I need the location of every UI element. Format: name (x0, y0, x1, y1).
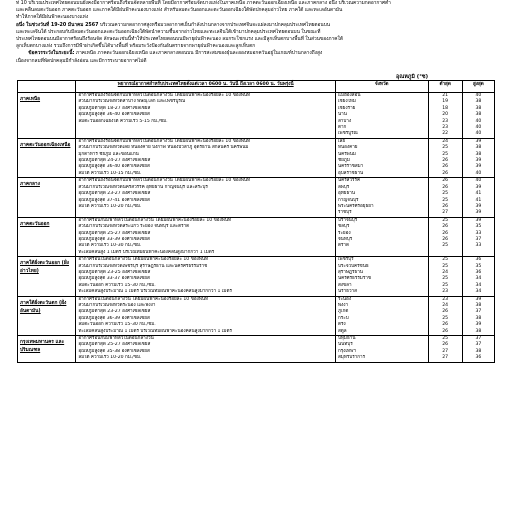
low-temperature: 24 (442, 303, 449, 308)
province-name: เพชรบูรณ์ (337, 131, 358, 137)
low-temperature: 25 (442, 197, 449, 203)
advice-text: ภาคเหนือ ภาคตะวันออกเฉียงเหนือ และภาคกลางตอนบน มีการสะสมของฝุ่นละอองหมอกควันอยู่ในเกณฑ์ปานกลางถึงสูง (74, 51, 323, 57)
low-temperature: 26 (442, 342, 449, 348)
high-temperature: 39 (475, 164, 482, 170)
high-temperature: 36 (475, 257, 482, 263)
province-name: นครสวรรค์ (337, 178, 361, 184)
forecast-detail-line: อากาศร้อนกับมีฟ้าหลัวในตอนกลางวัน (78, 336, 154, 342)
province-list (335, 138, 428, 177)
low-temperature: 26 (442, 230, 449, 236)
low-temperature: 26 (442, 170, 449, 176)
province-name: ตราด (337, 243, 349, 249)
high-temperature: 37 (475, 336, 482, 342)
forecast-detail-line: ลมตะวันออกเฉียงใต้ ความเร็ว 5-15 กม./ชม. (78, 118, 168, 124)
low-temperature: 25 (442, 263, 449, 269)
forecast-detail-line: ลมตะวันออก ความเร็ว 15-30 กม./ชม. (78, 322, 156, 328)
forecast-detail-line: ส่วนมากบริเวณจังหวัดระนอง และพังงา (78, 303, 156, 308)
high-temperature: 41 (475, 197, 482, 203)
high-temperature: 36 (475, 269, 482, 275)
region-forecast-detail (76, 217, 336, 256)
province-name: กาญจนบุรี (337, 197, 359, 203)
forecast-table (17, 80, 495, 363)
low-temperature: 26 (442, 224, 449, 230)
province-name: น่าน (337, 112, 347, 118)
high-temperature: 35 (475, 224, 482, 230)
province-name: นครศรีธรรมราช (337, 276, 371, 282)
forecast-detail-line: อุณหภูมิต่ำสุด 25-27 องศาเซลเซียส (78, 230, 151, 236)
forecast-detail-line: อากาศร้อนกับมีฟ้าหลัวในตอนกลางวัน โดยมีฝนฟ้าคะนองร้อยละ 10 ของพื้นที่ (78, 217, 232, 223)
province-list (335, 217, 428, 256)
advice-label: ข้อควรระวังในระยะนี้: (28, 51, 75, 57)
high-temperature: 38 (475, 151, 482, 157)
table-row (18, 217, 495, 256)
region-name: ภาคตะวันออก (18, 217, 76, 256)
forecast-detail-line: อากาศร้อนถึงร้อนจัดกับมีฟ้าหลัวในตอนกลางวัน โดยมีฝนฟ้าคะนองร้อยละ 10 ของพื้นที่ (78, 93, 251, 98)
high-temperature: 37 (475, 236, 482, 242)
province-name: กระบี่ (337, 315, 349, 321)
province-name: ตาก (337, 125, 347, 131)
forecast-detail-line: ทะเลมีคลื่นสูงประมาณ 1 เมตร บริเวณที่มีฝนฟ้าคะนองคลื่นสูงมากกว่า 1 เมตร (78, 328, 232, 334)
high-temperature-list (462, 138, 494, 177)
province-name: ลำปาง (337, 118, 352, 124)
high-temperature-list (462, 296, 494, 335)
high-temperature: 38 (475, 145, 482, 151)
table-row (18, 296, 495, 335)
high-temperature: 40 (475, 125, 482, 131)
forecast-detail-line: อุณหภูมิต่ำสุด 25-27 องศาเซลเซียส (78, 342, 151, 348)
province-list (335, 257, 428, 296)
header-detail: พยากรณ์อากาศสำหรับประเทศไทยตั้งแต่เวลา 0600 น. วันนี้ ถึงเวลา 0600 น. วันพรุ่งนี้ (76, 81, 336, 93)
province-name: ปราจีนบุรี (337, 217, 358, 223)
forecast-detail-line: อากาศร้อนถึงร้อนจัดกับมีฟ้าหลัวในตอนกลางวัน โดยมีฝนฟ้าคะนองร้อยละ 10 ของพื้นที่ (78, 138, 251, 144)
low-temperature: 25 (442, 191, 449, 197)
intro-section (16, 0, 502, 65)
forecast-detail-line: อุณหภูมิต่ำสุด 23-27 องศาเซลเซียส (78, 191, 151, 197)
province-name: หนองคาย (337, 145, 358, 151)
low-temperature: 26 (442, 309, 449, 315)
high-temperature: 37 (475, 309, 482, 315)
high-temperature: 41 (475, 191, 482, 197)
province-name: เพชรบุรี (337, 257, 354, 263)
high-temperature-list (462, 257, 494, 296)
high-temperature-list (462, 336, 494, 363)
forecast-detail-line: อุณหภูมิต่ำสุด 24-27 องศาเซลเซียส (78, 158, 151, 164)
low-temperature: 23 (442, 125, 449, 131)
province-name: สตูล (337, 328, 347, 334)
low-temperature: 19 (442, 99, 449, 105)
high-temperature: 33 (475, 243, 482, 249)
low-temperature: 27 (442, 210, 449, 216)
advice-paragraph (16, 50, 502, 57)
region-name: ภาคใต้ฝั่งตะวันตก (ฝั่งอันดามัน) (18, 296, 76, 335)
low-temperature: 24 (442, 269, 449, 275)
forecast-detail-line: อุณหภูมิต่ำสุด 23-27 องศาเซลเซียส (78, 309, 151, 315)
forecast-detail-line: ส่วนมากบริเวณจังหวัดเลย หนองคาย บึงกาฬ หนองบัวลำภู อุดรธานี สกลนคร นครพนม (78, 145, 249, 151)
province-name: อุทัยธานี (337, 191, 355, 197)
high-temperature: 38 (475, 303, 482, 308)
province-list (335, 178, 428, 217)
province-list (335, 93, 428, 139)
region-forecast-detail (76, 257, 336, 296)
table-row (18, 336, 495, 363)
low-temperature: 25 (442, 243, 449, 249)
header-province: จังหวัด (335, 81, 428, 93)
header-low: ต่ำสุด (428, 81, 462, 93)
high-temperature: 39 (475, 158, 482, 164)
high-temperature: 40 (475, 170, 482, 176)
low-temperature: 27 (442, 348, 449, 354)
forecast-detail-line: อากาศร้อนถึงร้อนจัดกับมีฟ้าหลัวในตอนกลางวัน โดยมีฝนฟ้าคะนองร้อยละ 10 ของพื้นที่ (78, 178, 251, 184)
low-temperature: 25 (442, 315, 449, 321)
province-name: ปทุมธานี (337, 336, 356, 342)
province-name: ราชบุรี (337, 210, 352, 216)
forecast-detail-line: อุณหภูมิสูงสุด 36-40 องศาเซลเซียส (78, 164, 150, 170)
region-forecast-detail (76, 336, 336, 363)
low-temperature: 23 (442, 118, 449, 124)
province-name: แม่ฮ่องสอน (337, 93, 361, 98)
low-temperature: 25 (442, 145, 449, 151)
forecast-detail-line: ทะเลมีคลื่นสูง 1 เมตร บริเวณที่มีฝนฟ้าคะนองคลื่นสูงมากกว่า 1 เมตร (78, 249, 215, 255)
low-temperature: 24 (442, 138, 449, 144)
forecast-line-2: และทะเลจีนใต้ ประกอบกับมีลมตะวันออกและตะวันออกเฉียงใต้พัดนำความชื้นจากอ่าวไทยและทะเลจีนใต้เข้ามาปกคลุมประเทศไทยตอนบน ในขณะที่ (16, 29, 321, 35)
forecast-detail-line: อุณหภูมิสูงสุด 36-40 องศาเซลเซียส (78, 112, 150, 118)
high-temperature: 40 (475, 93, 482, 98)
province-name: เลย (337, 138, 346, 144)
high-temperature-list (462, 217, 494, 256)
province-name: นนทบุรี (337, 342, 353, 348)
province-name: นครราชสีมา (337, 164, 364, 170)
forecast-detail-line: ลมตะวันออก ความเร็ว 15-30 กม./ชม. (78, 282, 156, 288)
province-name: ชลบุรี (337, 224, 350, 230)
high-temperature: 40 (475, 118, 482, 124)
forecast-paragraph (16, 22, 502, 29)
high-temperature: 40 (475, 131, 482, 137)
high-temperature: 38 (475, 105, 482, 111)
table-row (18, 93, 495, 139)
table-row (18, 178, 495, 217)
high-temperature: 39 (475, 138, 482, 144)
region-name: ภาคเหนือ (18, 93, 76, 139)
forecast-detail-line: ส่วนมากบริเวณจังหวัดลำปาง พิษณุโลก และเพชรบูรณ์ (78, 99, 186, 105)
province-name: เชียงใหม่ (337, 99, 356, 105)
province-name: เชียงราย (337, 105, 356, 111)
region-forecast-detail (76, 178, 336, 217)
low-temperature: 26 (442, 328, 449, 334)
forecast-detail-line: อุณหภูมิสูงสุด 33-37 องศาเซลเซียส (78, 276, 150, 282)
low-temperature-list (428, 138, 462, 177)
forecast-detail-line: อุณหภูมิต่ำสุด 18-27 องศาเซลเซียส (78, 105, 151, 111)
forecast-detail-line: ส่วนมากบริเวณจังหวัดนครสวรรค์ อุทัยธานี กาญจนบุรี และสระบุรี (78, 184, 208, 190)
low-temperature: 23 (442, 296, 449, 302)
header-region (18, 81, 76, 93)
region-name: ภาคกลาง (18, 178, 76, 217)
forecast-detail-line: อากาศร้อนในตอนกลางวัน โดยมีฝนฟ้าคะนองร้อยละ 10 ของพื้นที่ (78, 296, 209, 302)
high-temperature: 39 (475, 296, 482, 302)
province-name: สงขลา (337, 282, 352, 288)
table-row (18, 257, 495, 296)
province-name: พังงา (337, 303, 349, 308)
low-temperature: 25 (442, 336, 449, 342)
low-temperature: 25 (442, 151, 449, 157)
low-temperature: 18 (442, 105, 449, 111)
low-temperature: 25 (442, 257, 449, 263)
high-temperature: 38 (475, 348, 482, 354)
region-name: ภาคตะวันออกเฉียงเหนือ (18, 138, 76, 177)
forecast-detail-line: ทะเลมีคลื่นสูงประมาณ 1 เมตร บริเวณที่มีฝนฟ้าคะนองคลื่นสูงมากกว่า 1 เมตร (78, 289, 232, 295)
province-name: จันทบุรี (337, 236, 353, 242)
forecast-detail-line: ส่วนมากบริเวณจังหวัดสระแก้ว ระยอง จันทบุรี และตราด (78, 224, 190, 230)
intro-line-3: ทำให้ภาคใต้มีฝนฟ้าคะนองบางแห่ง (16, 15, 89, 21)
header-high: สูงสุด (462, 81, 494, 93)
high-temperature: 34 (475, 282, 482, 288)
region-forecast-detail (76, 138, 336, 177)
high-temperature: 34 (475, 289, 482, 295)
province-name: ระยอง (337, 230, 351, 236)
high-temperature: 36 (475, 355, 482, 361)
low-temperature-list (428, 217, 462, 256)
high-temperature: 39 (475, 217, 482, 223)
high-temperature-list (462, 178, 494, 217)
forecast-line-4: ลูกเห็บตกบางแห่ง รวมถึงการมีฟ้าผ่าเกิดขึ้นได้บางพื้นที่ พร้อมระวังป้องกันอันตรายจากพายุฝนฟ้าคะนองและลูกเห็บตก (16, 44, 256, 50)
low-temperature: 26 (442, 164, 449, 170)
low-temperature: 26 (442, 322, 449, 328)
forecast-detail-line: ลมใต้ ความเร็ว 10-20 กม./ชม. (78, 203, 142, 209)
high-temperature: 33 (475, 230, 482, 236)
forecast-text: บริเวณความกดอากาศสูงหรือมวลอากาศเย็นกำลังปานกลางจากประเทศจีนจะแผ่ลงมาปกคลุมประเทศไทยตอนบน (98, 22, 331, 28)
low-temperature: 21 (442, 93, 449, 98)
high-temperature: 38 (475, 99, 482, 105)
low-temperature-list (428, 257, 462, 296)
table-header-row (18, 81, 495, 93)
low-temperature: 25 (442, 276, 449, 282)
forecast-detail-line: ลมใต้ ความเร็ว 10-30 กม./ชม. (78, 243, 142, 249)
province-name: สมุทรปราการ (337, 355, 366, 361)
low-temperature-list (428, 336, 462, 363)
region-name: กรุงเทพมหานคร และปริมณฑล (18, 336, 76, 363)
province-name: สุราษฎร์ธานี (337, 269, 363, 275)
low-temperature: 26 (442, 178, 449, 184)
province-name: ระนอง (337, 296, 352, 302)
high-temperature-list (462, 93, 494, 139)
high-temperature: 35 (475, 263, 482, 269)
intro-line-1: ท่ 10 บริเวณประเทศไทยตอนบนยังคงมีอากาศร้อนถึงร้อนจัดหลายพื้นที่ โดยมีอากาศร้อนจัดบางแห่งในภาคเหนือ ภาคตะวันออกเฉียงเหนือ และภาคกลาง อนึ่ง บริเวณความกดอากาศต่ำ (16, 1, 391, 6)
forecast-detail-line: อุณหภูมิสูงสุด 35-38 องศาเซลเซียส (78, 348, 150, 354)
high-temperature: 39 (475, 184, 482, 190)
low-temperature: 23 (442, 289, 449, 295)
low-temperature: 22 (442, 131, 449, 137)
province-name: ตรัง (337, 322, 346, 328)
forecast-detail-line: ส่วนมากบริเวณจังหวัดเพชรบุรี สุราษฎร์ธานี และนครศรีธรรมราช (78, 263, 208, 269)
province-name: ภูเก็ต (337, 309, 349, 315)
low-temperature: 26 (442, 184, 449, 190)
forecast-period: อนึ่ง ในช่วงวันที่ 19-20 มีนาคม 2567 (16, 22, 99, 28)
table-row (18, 138, 495, 177)
table-body (18, 93, 495, 363)
province-name: กรุงเทพฯ (337, 348, 356, 354)
high-temperature: 38 (475, 112, 482, 118)
province-list (335, 336, 428, 363)
high-temperature: 39 (475, 210, 482, 216)
region-forecast-detail (76, 93, 336, 139)
province-name: พระนครศรีอยุธยา (337, 203, 374, 209)
forecast-detail-line: ลมใต้ ความเร็ว 10-15 กม./ชม. (78, 170, 142, 176)
province-name: นครพนม (337, 151, 356, 157)
low-temperature-list (428, 93, 462, 139)
province-name: ประจวบคีรีขันธ์ (337, 263, 369, 269)
low-temperature-list (428, 296, 462, 335)
low-temperature: 27 (442, 355, 449, 361)
high-temperature: 34 (475, 276, 482, 282)
forecast-detail-line: อุณหภูมิต่ำสุด 23-25 องศาเซลเซียส (78, 269, 151, 275)
forecast-detail-line: อากาศร้อนในตอนกลางวัน โดยมีฝนฟ้าคะนองร้อยละ 10 ของพื้นที่ (78, 257, 209, 263)
high-temperature: 40 (475, 178, 482, 184)
low-temperature: 25 (442, 282, 449, 288)
forecast-detail-line: อุณหภูมิสูงสุด 36-39 องศาเซลเซียส (78, 315, 150, 321)
forecast-detail-line: ลมใต้ ความเร็ว 10-20 กม./ชม. (78, 355, 142, 361)
high-temperature: 37 (475, 342, 482, 348)
low-temperature: 26 (442, 158, 449, 164)
high-temperature: 39 (475, 203, 482, 209)
low-temperature-list (428, 178, 462, 217)
high-temperature: 38 (475, 315, 482, 321)
forecast-detail-line: มุกดาหาร ชัยภูมิ และขอนแก่น (78, 151, 139, 157)
forecast-line-3: ประเทศไทยตอนบนมีอากาศร้อนถึงร้อนจัด ลักษณะเช่นนี้ทำให้ประเทศไทยตอนบนมีพายุฝนฟ้าคะนอง ลมกระโชกแรง และมีลูกเห็บตกบางพื้นที่ ในส่วนของภาคใต้ (16, 37, 343, 43)
advice-line-2: เนื่องจากลมที่พัดปกคลุมมีกำลังอ่อน และมีการระบายอากาศไม่ดี (16, 58, 147, 64)
low-temperature: 25 (442, 217, 449, 223)
forecast-detail-line: อุณหภูมิสูงสุด 33-39 องศาเซลเซียส (78, 236, 150, 242)
province-name: อุบลราชธานี (337, 170, 364, 176)
province-list (335, 296, 428, 335)
high-temperature: 38 (475, 328, 482, 334)
temperature-header: อุณหภูมิ (°ซ) (396, 74, 429, 80)
region-name: ภาคใต้ฝั่งตะวันออก (ฝั่งอ่าวไทย) (18, 257, 76, 296)
province-name: ชัยภูมิ (337, 158, 350, 164)
forecast-detail-line: อุณหภูมิสูงสุด 37-41 องศาเซลเซียส (78, 197, 150, 203)
low-temperature: 26 (442, 236, 449, 242)
high-temperature: 39 (475, 322, 482, 328)
low-temperature: 26 (442, 203, 449, 209)
low-temperature: 20 (442, 112, 449, 118)
province-name: นราธิวาส (337, 289, 357, 295)
intro-line-2: และคลื่นลมตะวันออก ภาคตะวันออก และภาคใต้มีฝนฟ้าคะนองบางแห่ง สำหรับลมตะวันออกและตะวันออกเฉียงใต้พัดปกคลุมอ่าวไทย ภาคใต้ และทะเลอันดามัน (16, 8, 343, 14)
region-forecast-detail (76, 296, 336, 335)
province-name: ลพบุรี (337, 184, 350, 190)
